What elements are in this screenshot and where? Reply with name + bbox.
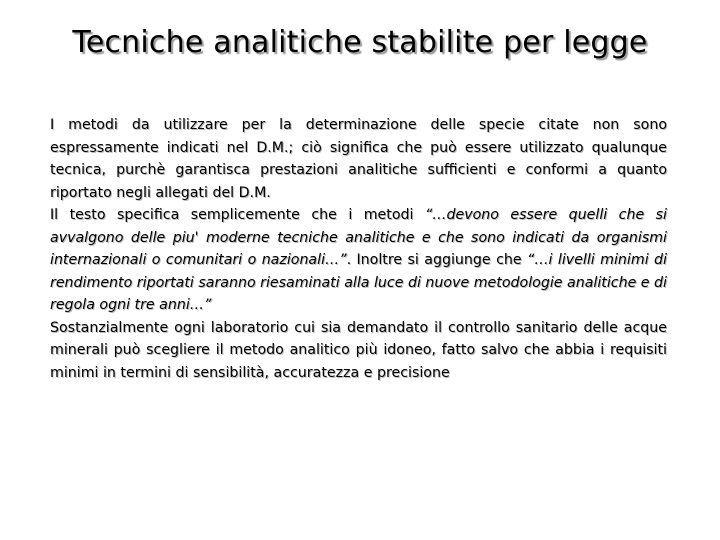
quote-modern-techniques: “…devono essere quelli che si avvalgono delle piu' moderne tecniche analitiche e che sono indicati da organismi internazionali o comunitari o nazionali…” — [50, 207, 667, 268]
paragraph-text-specification — [50, 204, 667, 317]
quote-review-levels: “…i livelli minimi di rendimento riportati saranno riesaminati alla luce di nuove metodologie analitiche e di regola ogni tre anni…” — [50, 252, 668, 313]
paragraph-conclusion: Sostanzialmente ogni laboratorio cui sia demandato il controllo sanitario delle acque minerali può scegliere il metodo analitico più idoneo, fatto salvo che abbia i requisiti minimi in termini di sensibilità, accuratezza e precisione — [50, 319, 667, 381]
paragraph-methods: I metodi da utilizzare per la determinazione delle specie citate non sono espressamente indicati nel D.M.; ciò significa che può essere utilizzato qualunque tecnica, purchè garantisca prestazioni analitiche sufficienti e conformi a quanto riportato negli allegati del D.M. — [50, 117, 667, 201]
paragraph-middle: . Inoltre si aggiunge che — [346, 252, 528, 268]
slide-body — [50, 114, 667, 384]
slide-title: Tecniche analitiche stabilite per legge — [72, 25, 648, 60]
paragraph-lead: Il testo specifica semplicemente che i metodi — [50, 207, 425, 223]
